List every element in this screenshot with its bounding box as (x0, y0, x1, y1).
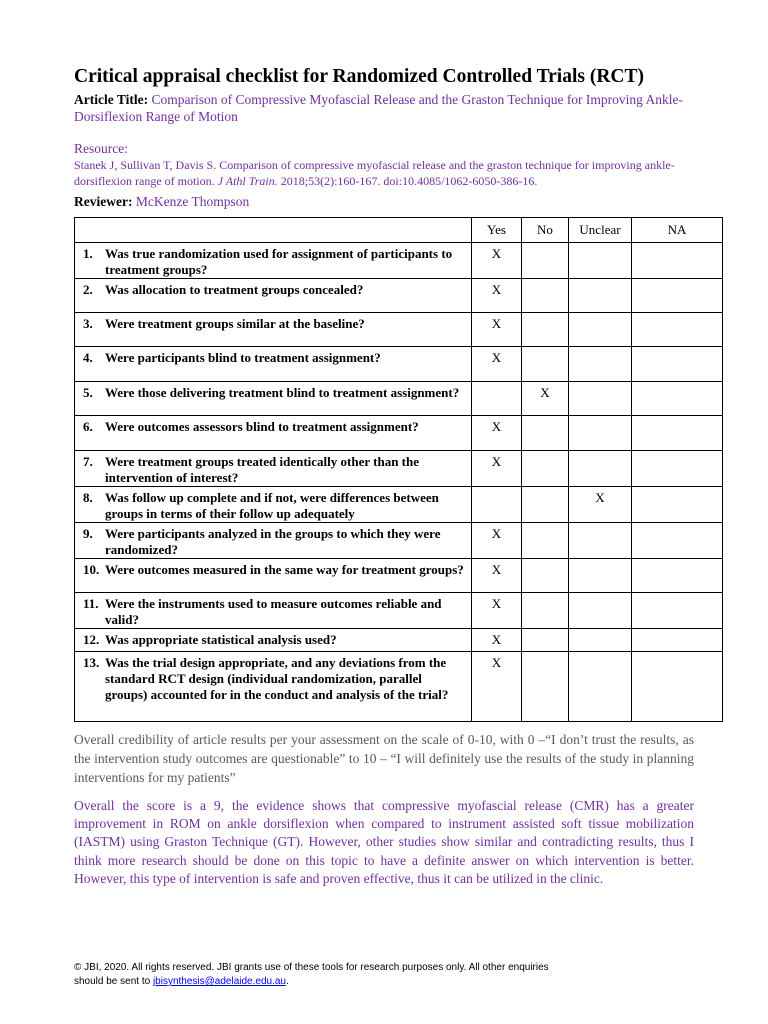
answer-yes-cell: X (472, 523, 522, 559)
question-text: Were those delivering treatment blind to treatment assignment? (105, 385, 460, 400)
question-text: Was the trial design appropriate, and any deviations from the standard RCT design (individual randomization, parallel groups) accounted for in the conduct and analysis of the trial? (105, 655, 449, 702)
answer-yes-cell: X (472, 593, 522, 629)
answer-na-cell (632, 629, 723, 652)
question-text: Was appropriate statistical analysis used? (105, 632, 337, 647)
table-row (75, 652, 723, 722)
table-row (75, 382, 723, 416)
article-title-block (74, 91, 714, 125)
answer-no-cell (522, 593, 569, 629)
footer-email-link[interactable]: jbisynthesis@adelaide.edu.au (152, 976, 286, 987)
question-cell (75, 652, 472, 722)
answer-na-cell (632, 652, 723, 722)
question-number: 11. (83, 596, 99, 611)
table-row (75, 451, 723, 487)
reviewer-label: Reviewer: (74, 194, 133, 209)
article-title-value: Comparison of Compressive Myofascial Release and the Graston Technique for Improving Ankle-Dorsiflexion Range of Motion (74, 92, 684, 124)
question-text: Were outcomes measured in the same way for treatment groups? (105, 562, 464, 577)
answer-yes-cell: X (472, 347, 522, 382)
answer-na-cell (632, 243, 723, 279)
answer-yes-cell: X (472, 652, 522, 722)
answer-na-cell (632, 487, 723, 523)
header-question (75, 218, 472, 243)
question-text: Was true randomization used for assignment of participants to treatment groups? (105, 246, 453, 277)
table-row (75, 313, 723, 347)
table-row (75, 487, 723, 523)
question-number: 8. (83, 490, 93, 505)
question-number: 5. (83, 385, 93, 400)
question-number: 4. (83, 350, 93, 365)
question-cell (75, 629, 472, 652)
answer-yes-cell: X (472, 243, 522, 279)
answer-yes-cell: X (472, 313, 522, 347)
answer-no-cell (522, 652, 569, 722)
reviewer-name: McKenze Thompson (135, 194, 250, 209)
answer-unclear-cell (569, 523, 632, 559)
question-number: 12. (83, 632, 100, 647)
header-no: No (522, 218, 569, 243)
resource-label: Resource: (74, 141, 128, 156)
answer-na-cell (632, 593, 723, 629)
answer-na-cell (632, 559, 723, 593)
table-header-row (75, 218, 723, 243)
answer-no-cell (522, 279, 569, 313)
question-text: Were the instruments used to measure outcomes reliable and valid? (105, 596, 442, 627)
answer-na-cell (632, 279, 723, 313)
question-text: Was allocation to treatment groups concealed? (105, 282, 364, 297)
question-cell (75, 523, 472, 559)
question-cell (75, 559, 472, 593)
reviewer-summary: Overall the score is a 9, the evidence shows that compressive myofascial release (CMR) has a greater improvement in ROM on ankle dorsiflexion when compared to instrument assisted soft tissue mobilization (IASTM) using Graston Technique (GT). However, other studies show similar and contradicting results, thus I think more research should be done on this topic to have a definite answer on which intervention is better. However, this type of intervention is safe and proven effective, thus it can be utilized in the clinic. (74, 798, 694, 886)
question-number: 3. (83, 316, 93, 331)
credibility-prompt: Overall credibility of article results per your assessment on the scale of 0-10, with 0 –“I don’t trust the results, as the intervention study outcomes are questionable” to 10 – “I will definitely use the results of the study in planning interventions for my patients” (74, 732, 694, 785)
answer-na-cell (632, 523, 723, 559)
question-cell (75, 451, 472, 487)
answer-yes-cell: X (472, 629, 522, 652)
answer-no-cell (522, 313, 569, 347)
question-cell (75, 416, 472, 451)
answer-unclear-cell: X (569, 487, 632, 523)
table-row (75, 347, 723, 382)
answer-yes-cell: X (472, 451, 522, 487)
answer-yes-cell: X (472, 559, 522, 593)
question-cell (75, 347, 472, 382)
reviewer-block (74, 194, 249, 210)
resource-citation (74, 157, 714, 189)
answer-unclear-cell (569, 279, 632, 313)
answer-yes-cell (472, 382, 522, 416)
answer-unclear-cell (569, 416, 632, 451)
table-row (75, 629, 723, 652)
question-number: 1. (83, 246, 93, 261)
answer-unclear-cell (569, 451, 632, 487)
answer-na-cell (632, 382, 723, 416)
question-text: Were participants blind to treatment assignment? (105, 350, 381, 365)
article-title-label: Article Title: (74, 92, 149, 107)
table-row (75, 416, 723, 451)
footer-copyright: © JBI, 2020. All rights reserved. JBI grants use of these tools for research purposes only. All other enquiries (74, 962, 549, 973)
answer-no-cell (522, 243, 569, 279)
question-cell (75, 487, 472, 523)
answer-no-cell (522, 523, 569, 559)
answer-no-cell (522, 451, 569, 487)
header-yes: Yes (472, 218, 522, 243)
question-number: 13. (83, 655, 100, 670)
question-text: Were outcomes assessors blind to treatment assignment? (105, 419, 419, 434)
question-text: Were treatment groups treated identically other than the intervention of interest? (105, 454, 420, 485)
citation-main: Stanek J, Sullivan T, Davis S. Comparison of compressive myofascial release and the graston technique for improving ankle-dorsiflexion range of motion. (74, 158, 675, 188)
question-cell (75, 382, 472, 416)
answer-no-cell (522, 559, 569, 593)
answer-no-cell (522, 629, 569, 652)
header-unclear: Unclear (569, 218, 632, 243)
answer-na-cell (632, 347, 723, 382)
header-na: NA (632, 218, 723, 243)
answer-yes-cell: X (472, 279, 522, 313)
answer-na-cell (632, 416, 723, 451)
question-text: Were participants analyzed in the groups to which they were randomized? (105, 526, 441, 557)
answer-unclear-cell (569, 382, 632, 416)
answer-no-cell (522, 347, 569, 382)
question-cell (75, 313, 472, 347)
answer-unclear-cell (569, 347, 632, 382)
question-number: 7. (83, 454, 93, 469)
table-row (75, 243, 723, 279)
footer-contact (74, 975, 694, 989)
answer-unclear-cell (569, 313, 632, 347)
question-cell (75, 593, 472, 629)
page-title: Critical appraisal checklist for Randomized Controlled Trials (RCT) (74, 66, 644, 87)
table-row (75, 593, 723, 629)
table-row (75, 279, 723, 313)
citation-tail: 2018;53(2):160-167. doi:10.4085/1062-6050-386-16. (277, 174, 538, 188)
footer (74, 961, 694, 989)
answer-unclear-cell (569, 629, 632, 652)
answer-na-cell (632, 451, 723, 487)
answer-unclear-cell (569, 243, 632, 279)
answer-no-cell: X (522, 382, 569, 416)
table-row (75, 523, 723, 559)
question-cell (75, 243, 472, 279)
answer-no-cell (522, 416, 569, 451)
checklist-table (74, 217, 723, 722)
answer-no-cell (522, 487, 569, 523)
answer-unclear-cell (569, 559, 632, 593)
question-number: 9. (83, 526, 93, 541)
answer-na-cell (632, 313, 723, 347)
question-text: Were treatment groups similar at the baseline? (105, 316, 365, 331)
table-row (75, 559, 723, 593)
footer-contact-prefix: should be sent to (74, 976, 153, 987)
answer-unclear-cell (569, 593, 632, 629)
question-cell (75, 279, 472, 313)
question-number: 10. (83, 562, 100, 577)
footer-contact-suffix: . (285, 976, 289, 987)
citation-journal: J Athl Train. (217, 174, 278, 188)
answer-unclear-cell (569, 652, 632, 722)
question-text: Was follow up complete and if not, were differences between groups in terms of their follow up adequately (105, 490, 439, 521)
question-number: 6. (83, 419, 93, 434)
answer-yes-cell (472, 487, 522, 523)
answer-yes-cell: X (472, 416, 522, 451)
question-number: 2. (83, 282, 93, 297)
